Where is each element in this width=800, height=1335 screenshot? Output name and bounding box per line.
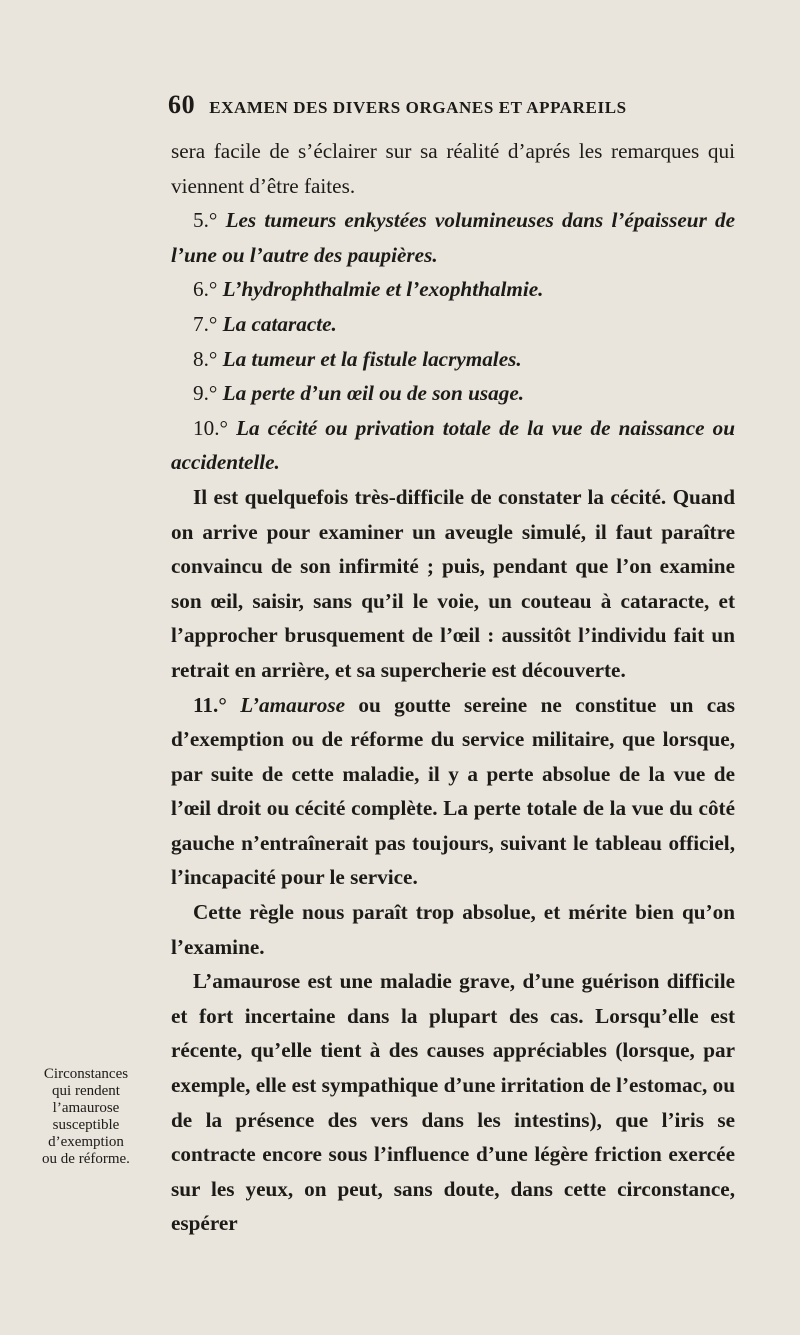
item-text: La tumeur et la fistule lacrymales. (222, 346, 522, 371)
page-number: 60 (168, 90, 196, 119)
paragraph: Il est quelquefois très-difficile de constater la cécité. Quand on arrive pour examiner un aveugle simulé, il faut paraître convaincu de son infirmité ; puis, pendant que l’on examine son œil, saisir, sans qu’il le voie, un couteau à cataracte, et l’approcher brusquement de l’œil : aussitôt l’individu fait un retrait en arrière, et sa supercherie est découverte. (171, 484, 735, 682)
item-text: Les tumeurs enkystées volumineuses dans l’épaisseur de l’une ou l’autre des paupières. (171, 208, 736, 267)
running-title: EXAMEN DES DIVERS ORGANES ET APPAREILS (209, 98, 627, 117)
margin-note: Circonstances qui rendent l’amaurose susceptible d’exemption ou de réforme. (42, 1066, 130, 1167)
paragraph-continuation: sera facile de s’éclairer sur sa réalité d’aprés les remarques qui viennent d’être faites. (171, 139, 735, 198)
item-number: 8.° (193, 346, 218, 371)
item-number: 9.° (193, 381, 218, 406)
list-item (171, 688, 735, 896)
list-item (171, 411, 735, 480)
item-number: 7.° (193, 311, 218, 336)
list-item (171, 272, 735, 307)
list-item (171, 376, 735, 411)
item-number: 11.° (193, 692, 227, 717)
item-text: La cécité ou privation totale de la vue de naissance ou accidentelle. (171, 415, 736, 475)
item-text: La cataracte. (222, 311, 337, 336)
paragraph: L’amaurose est une maladie grave, d’une guérison difficile et fort incertaine dans la plupart des cas. Lorsqu’elle est récente, qu’elle tient à des causes appréciables (lorsque, par exemple, elle est sympathique d’une irritation de l’estomac, ou de la présence des vers dans les intestins), que l’iris se contracte encore sous l’influence d’une légère friction exercée sur les yeux, on peut, sans doute, dans cette circonstance, espérer (171, 969, 735, 1236)
list-item (171, 342, 735, 377)
list-item (171, 203, 735, 272)
list-item (171, 307, 735, 342)
item-text: ou goutte sereine ne constitue un cas d’exemption ou de réforme du service militaire, que lorsque, par suite de cette maladie, il y a perte absolue de la vue de l’œil droit ou cécité complète. La perte totale de la vue du côté gauche n’entraînerait pas toujours, suivant le tableau officiel, l’incapacité pour le service. (171, 692, 735, 890)
item-text: L’hydrophthalmie et l’exophthalmie. (222, 277, 544, 302)
paragraph: Cette règle nous paraît trop absolue, et mérite bien qu’on l’examine. (171, 900, 735, 959)
running-header (168, 90, 728, 120)
item-text: La perte d’un œil ou de son usage. (222, 381, 525, 406)
item-number: 6.° (193, 277, 218, 302)
item-number: 5.° (193, 208, 218, 233)
page-body (171, 134, 735, 1241)
item-lead: L’amaurose (240, 692, 345, 717)
item-number: 10.° (193, 415, 228, 440)
